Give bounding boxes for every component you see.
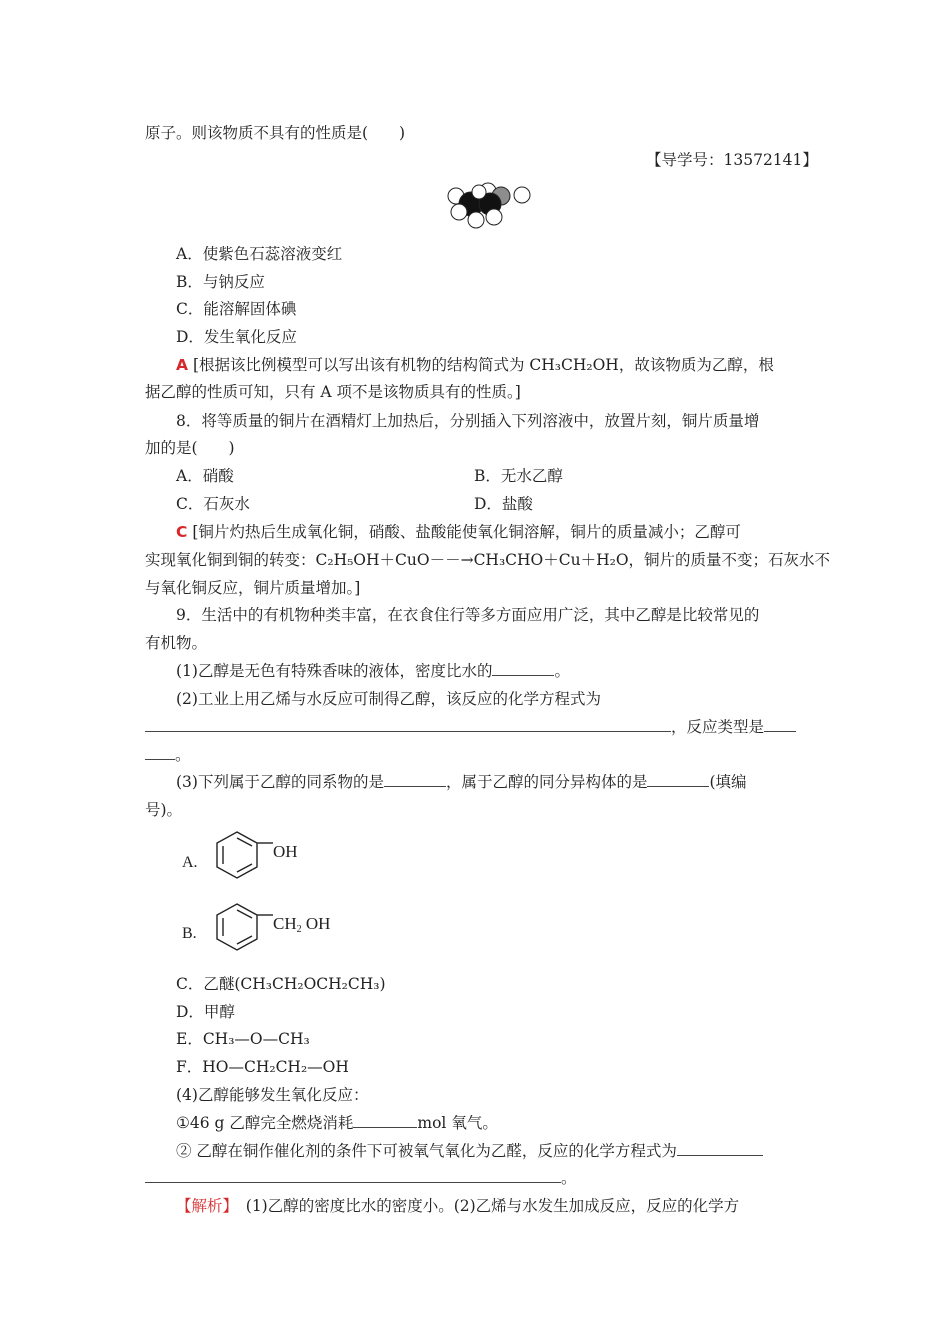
q9-part4-2-end xyxy=(145,1167,577,1189)
q8-explanation-line2: 实现氧化铜到铜的转变：C₂H₅OH＋CuO－－→CH₃CHO＋Cu＋H₂O，铜片的质量不变；石灰水不 xyxy=(145,551,831,569)
benzyl-ch2oh-group xyxy=(273,913,330,941)
q9-part3 xyxy=(176,771,747,793)
answer-blank[interactable] xyxy=(145,745,175,760)
q7-option-c: C．能溶解固体碘 xyxy=(176,300,297,318)
q9-option-c: C．乙醚(CH₃CH₂OCH₂CH₃) xyxy=(176,975,386,993)
q7-answer: A xyxy=(176,356,188,374)
q7-stem-tail: 原子。则该物质不具有的性质是( ) xyxy=(145,124,406,142)
q8-stem-line2: 加的是( ) xyxy=(145,439,235,457)
answer-blank[interactable] xyxy=(384,772,446,787)
q9-part2: (2)工业上用乙烯与水反应可制得乙醇，该反应的化学方程式为 xyxy=(176,690,601,708)
answer-blank[interactable] xyxy=(145,717,671,732)
q8-option-a: A．硝酸 xyxy=(176,467,234,485)
q9-part2-reaction-type: ，反应类型是 xyxy=(671,718,765,736)
answer-blank[interactable] xyxy=(145,1168,561,1183)
answer-blank[interactable] xyxy=(677,1141,763,1156)
q7-explanation-text: [根据该比例模型可以写出该有机物的结构简式为 CH₃CH₂OH，故该物质为乙醇，根 xyxy=(192,356,774,374)
q9-part2-blanks xyxy=(145,716,796,738)
analysis-label: 【解析】 xyxy=(176,1197,231,1215)
q9-part2-end xyxy=(145,744,191,766)
q8-option-b: B．无水乙醇 xyxy=(474,467,563,485)
answer-blank[interactable] xyxy=(353,1113,417,1128)
q7-option-d: D．发生氧化反应 xyxy=(176,328,297,346)
q9-part4: (4)乙醇能够发生氧化反应： xyxy=(176,1086,369,1104)
q9-part4-1-unit: mol 氧气。 xyxy=(417,1114,498,1132)
q8-answer: C xyxy=(176,523,188,541)
q9-part4-2-text: ② 乙醇在铜作催化剂的条件下可被氧气氧化为乙醛，反应的化学方程式为 xyxy=(176,1142,677,1160)
q8-explanation-line3: 与氧化铜反应，铜片质量增加。] xyxy=(145,579,361,597)
q8-stem-line1: 8．将等质量的铜片在酒精灯上加热后，分别插入下列溶液中，放置片刻，铜片质量增 xyxy=(176,412,760,430)
q9-part1-end: 。 xyxy=(554,662,570,680)
q8-option-d: D．盐酸 xyxy=(474,495,533,513)
guide-number: 【导学号：13572141】 xyxy=(646,151,818,169)
q8-option-c: C．石灰水 xyxy=(176,495,250,513)
analysis-text: (1)乙醇的密度比水的密度小。(2)乙烯与水发生加成反应，反应的化学方 xyxy=(230,1197,740,1215)
q9-part3-text-a: (3)下列属于乙醇的同系物的是 xyxy=(176,773,384,791)
q8-explanation-text: [铜片灼热后生成氧化铜，硝酸、盐酸能使氧化铜溶解，铜片的质量减小；乙醇可 xyxy=(192,523,741,541)
q9-option-d: D．甲醇 xyxy=(176,1003,235,1021)
q9-option-a-label: A. xyxy=(182,854,198,871)
benzyl-ch-text: CH xyxy=(273,914,297,933)
q9-stem-line2: 有机物。 xyxy=(145,634,208,652)
q7-option-a: A．使紫色石蕊溶液变红 xyxy=(176,245,343,263)
ethanol-space-filling-model xyxy=(446,182,536,232)
q9-stem-line1: 9．生活中的有机物种类丰富，在衣食住行等多方面应用广泛，其中乙醇是比较常见的 xyxy=(176,606,760,624)
benzyl-alcohol-structure xyxy=(207,898,277,964)
q7-explanation-line1 xyxy=(176,354,774,376)
phenol-structure xyxy=(207,826,277,892)
q9-option-f: F．HO—CH₂CH₂—OH xyxy=(176,1058,349,1076)
q9-part4-2 xyxy=(176,1140,763,1162)
q9-part4-1-text: ①46 g 乙醇完全燃烧消耗 xyxy=(176,1114,354,1132)
answer-blank[interactable] xyxy=(647,772,709,787)
answer-blank[interactable] xyxy=(492,661,554,676)
q9-option-e: E．CH₃—O—CH₃ xyxy=(176,1030,310,1048)
q9-part1 xyxy=(176,660,570,682)
q9-option-b-label: B. xyxy=(182,925,197,942)
q7-explanation-line2: 据乙醇的性质可知，只有 A 项不是该物质具有的性质。] xyxy=(145,383,521,401)
q9-part1-text: (1)乙醇是无色有特殊香味的液体，密度比水的 xyxy=(176,662,493,680)
q9-part3-text-b: ，属于乙醇的同分异构体的是 xyxy=(445,773,648,791)
q9-part2-period: 。 xyxy=(175,746,191,764)
phenol-oh-group: OH xyxy=(273,842,298,861)
q9-part4-2-period: 。 xyxy=(561,1169,577,1187)
benzyl-sub-2: 2 xyxy=(296,924,302,935)
q9-part3-end: 号)。 xyxy=(145,801,183,819)
q7-option-b: B．与钠反应 xyxy=(176,273,265,291)
benzyl-oh-text: OH xyxy=(301,914,331,933)
analysis-line xyxy=(176,1195,739,1217)
answer-blank[interactable] xyxy=(764,717,796,732)
q9-part3-text-c: (填编 xyxy=(709,773,747,791)
q9-part4-1 xyxy=(176,1112,498,1134)
q8-explanation-line1 xyxy=(176,521,741,543)
